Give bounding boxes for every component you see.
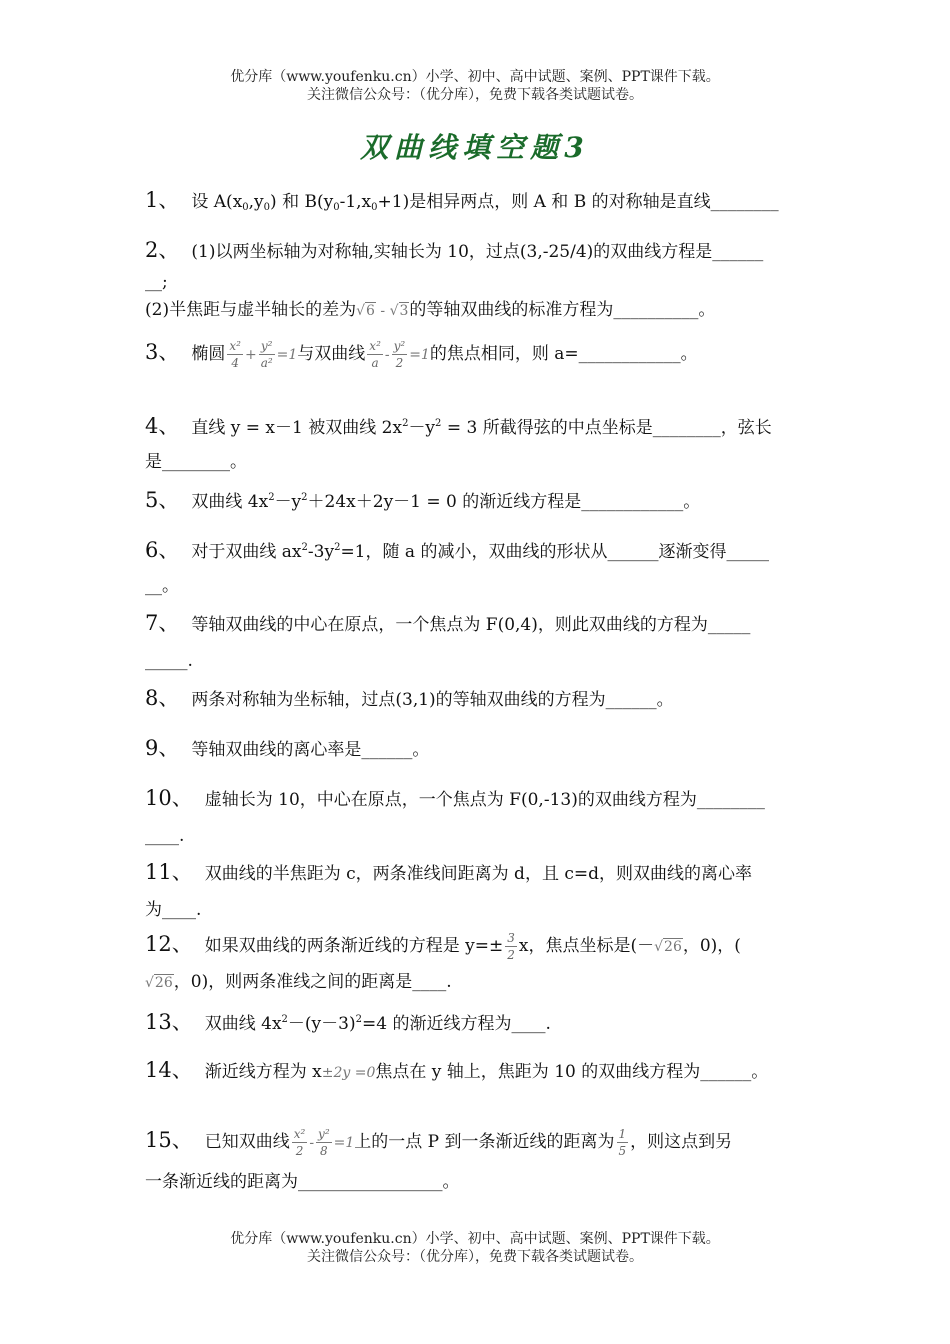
q8-text-a: 两条对称轴为坐标轴，过点(3,1)的等轴双曲线的方程为______。 xyxy=(191,690,674,710)
q6-line-2: __。 xyxy=(145,576,179,596)
equals-one: =1 xyxy=(276,347,298,363)
numerator: x² xyxy=(293,1127,306,1141)
denominator: 8 xyxy=(320,1144,328,1158)
q10-line-2: ____. xyxy=(145,826,185,846)
minus-sign: - xyxy=(309,1135,315,1151)
question-15 xyxy=(145,1126,810,1159)
q15-line-2: 一条渐近线的距离为_________________。 xyxy=(145,1172,460,1192)
q9-text-a: 等轴双曲线的离心率是______。 xyxy=(191,740,430,760)
q5-text-c: ＋24x＋2y－1 = 0 的渐近线方程是____________。 xyxy=(307,492,701,512)
q14-text-b: 焦点在 y 轴上，焦距为 10 的双曲线方程为______。 xyxy=(375,1062,769,1082)
numerator: x² xyxy=(369,339,381,353)
q2-text-a: (2)半焦距与虚半轴长的差为 xyxy=(145,300,357,320)
radicand: 26 xyxy=(154,975,173,991)
numerator: 3 xyxy=(507,931,515,945)
q6-text-b: -3y xyxy=(307,542,335,562)
sqrt-26: √26 xyxy=(654,939,682,955)
q1-text-c: ,y xyxy=(248,192,264,212)
question-number: 2、 xyxy=(145,238,180,262)
fraction xyxy=(227,338,243,371)
numerator: y² xyxy=(318,1127,330,1141)
superscript: 2 xyxy=(301,492,308,503)
question-number: 13、 xyxy=(145,1010,193,1034)
fraction xyxy=(292,1126,308,1159)
numerator: y² xyxy=(259,338,275,355)
q2-text-b: 的等轴双曲线的标准方程为__________。 xyxy=(409,300,716,320)
denominator: a xyxy=(371,356,379,370)
question-number: 6、 xyxy=(145,538,180,562)
minus-sign: - xyxy=(375,303,390,319)
radicand: 26 xyxy=(664,939,682,955)
q15-text-a: 已知双曲线 xyxy=(204,1132,290,1152)
q2-line-2: __; xyxy=(145,272,168,292)
q15-text-c: ，则这点到另 xyxy=(630,1132,733,1152)
q5-text-b: －y xyxy=(274,492,302,512)
q14-text-a: 渐近线方程为 x xyxy=(204,1062,322,1082)
q2-line-1: (1)以两坐标轴为对称轴,实轴长为 10，过点(3,-25/4)的双曲线方程是______ xyxy=(191,242,764,262)
question-number: 10、 xyxy=(145,786,193,810)
q2-line-3 xyxy=(145,298,810,323)
q4-text-a: 直线 y = x－1 被双曲线 2x xyxy=(191,418,403,438)
question-3 xyxy=(145,338,810,371)
q4-text-c: = 3 所截得弦的中点坐标是________，弦长 xyxy=(441,418,772,438)
superscript: 2 xyxy=(301,542,308,553)
superscript: 2 xyxy=(435,418,442,429)
header-line-2: 关注微信公众号：（优分库），免费下载各类试题试卷。 xyxy=(307,87,643,103)
q15-text-b: 上的一点 P 到一条渐近线的距离为 xyxy=(354,1132,615,1152)
page-footer xyxy=(0,1230,950,1266)
question-10 xyxy=(145,786,810,812)
question-number: 12、 xyxy=(145,932,193,956)
footer-line-2: 关注微信公众号：（优分库），免费下载各类试题试卷。 xyxy=(307,1249,643,1265)
numerator: 1 xyxy=(618,1127,627,1141)
denominator: 2 xyxy=(507,948,515,962)
q1-text-g: -1,x xyxy=(339,192,372,212)
superscript: 2 xyxy=(334,542,341,553)
superscript: 2 xyxy=(402,418,409,429)
question-number: 14、 xyxy=(145,1058,193,1082)
subscript: 0 xyxy=(242,202,249,213)
question-4 xyxy=(145,412,810,440)
fraction xyxy=(617,1126,629,1159)
q7-text-a: 等轴双曲线的中心在原点，一个焦点为 F(0,4)，则此双曲线的方程为_____ xyxy=(191,615,751,635)
q12-line-2 xyxy=(145,970,810,995)
question-6 xyxy=(145,536,810,564)
sqrt-26: √26 xyxy=(145,975,173,991)
q11-text-a: 双曲线的半焦距为 c，两条准线间距离为 d，且 c=d，则双曲线的离心率 xyxy=(204,864,752,884)
sqrt-6: √6 xyxy=(356,303,375,319)
subscript: 0 xyxy=(333,202,340,213)
equals-one: =1 xyxy=(333,1135,355,1151)
minus-sign: - xyxy=(384,347,390,363)
asymptote-equation: ±2y =0 xyxy=(321,1065,376,1081)
question-number: 15、 xyxy=(145,1128,193,1152)
question-number: 11、 xyxy=(145,860,193,884)
question-number: 5、 xyxy=(145,488,180,512)
question-8 xyxy=(145,686,810,712)
q13-text-b: －(y－3) xyxy=(287,1014,356,1034)
footer-line-1: 优分库（www.youfenku.cn）小学、初中、高中试题、案例、PPT课件下载。 xyxy=(230,1231,720,1247)
denominator: 2 xyxy=(295,1144,304,1158)
q4-line-2: 是________。 xyxy=(145,452,247,472)
q12-text-c: ，0)，( xyxy=(682,936,741,956)
q10-text-a: 虚轴长为 10，中心在原点，一个焦点为 F(0,-13)的双曲线方程为________ xyxy=(204,790,765,810)
question-2 xyxy=(145,238,810,264)
equals-one: =1 xyxy=(409,347,430,363)
denominator: a² xyxy=(260,356,273,370)
denominator: 2 xyxy=(395,356,404,370)
q12-text-d: ，0)，则两条准线之间的距离是____. xyxy=(173,972,452,992)
fraction xyxy=(505,930,517,963)
q11-line-2: 为____. xyxy=(145,900,202,920)
fraction xyxy=(392,338,408,371)
question-number: 9、 xyxy=(145,736,180,760)
superscript: 2 xyxy=(281,1014,288,1025)
q1-text-a: 设 A(x xyxy=(191,192,243,212)
q13-text-c: =4 的渐近线方程为____. xyxy=(361,1014,551,1034)
question-11 xyxy=(145,860,810,886)
q1-text-e: ) 和 B(y xyxy=(270,192,334,212)
plus-sign: + xyxy=(244,347,257,363)
question-number: 4、 xyxy=(145,414,180,438)
q6-text-c: =1，随 a 的减小，双曲线的形状从______逐渐变得_____ xyxy=(340,542,769,562)
q7-line-2: _____. xyxy=(145,651,193,671)
fraction xyxy=(367,338,383,371)
superscript: 2 xyxy=(355,1014,362,1025)
denominator: 5 xyxy=(618,1144,627,1158)
q5-text-a: 双曲线 4x xyxy=(191,492,269,512)
q13-text-a: 双曲线 4x xyxy=(204,1014,282,1034)
question-13 xyxy=(145,1008,810,1036)
superscript: 2 xyxy=(268,492,275,503)
question-number: 7、 xyxy=(145,611,180,635)
fraction xyxy=(316,1126,332,1159)
question-14 xyxy=(145,1058,825,1085)
question-number: 1、 xyxy=(145,188,180,212)
subscript: 0 xyxy=(263,202,271,213)
question-number: 3、 xyxy=(145,340,180,364)
q3-text-a: 椭圆 xyxy=(191,344,226,364)
q1-text-i: +1)是相异两点，则 A 和 B 的对称轴是直线________ xyxy=(377,192,779,212)
numerator: y² xyxy=(393,339,406,353)
question-1 xyxy=(145,188,810,220)
question-7 xyxy=(145,611,810,637)
subscript: 0 xyxy=(371,202,378,213)
q12-text-a: 如果双曲线的两条渐近线的方程是 y=± xyxy=(204,936,504,956)
fraction xyxy=(259,338,275,371)
header-line-1: 优分库（www.youfenku.cn）小学、初中、高中试题、案例、PPT课件下载。 xyxy=(230,69,720,85)
page-title: 双曲线填空题3 xyxy=(360,131,590,164)
q3-text-c: 的焦点相同，则 a=____________。 xyxy=(429,344,698,364)
question-number: 8、 xyxy=(145,686,180,710)
q12-text-b: x，焦点坐标是(－ xyxy=(518,936,655,956)
radicand: 6 xyxy=(366,303,375,319)
radicand: 3 xyxy=(399,303,409,319)
q6-text-a: 对于双曲线 ax xyxy=(191,542,302,562)
question-9 xyxy=(145,736,810,762)
question-5 xyxy=(145,486,810,514)
numerator: x² xyxy=(229,339,241,353)
page-header xyxy=(0,68,950,104)
question-12 xyxy=(145,930,810,963)
sqrt-3: √3 xyxy=(389,303,409,319)
denominator: 4 xyxy=(231,356,239,370)
q3-text-b: 与双曲线 xyxy=(297,344,366,364)
q4-text-b: －y xyxy=(408,418,436,438)
